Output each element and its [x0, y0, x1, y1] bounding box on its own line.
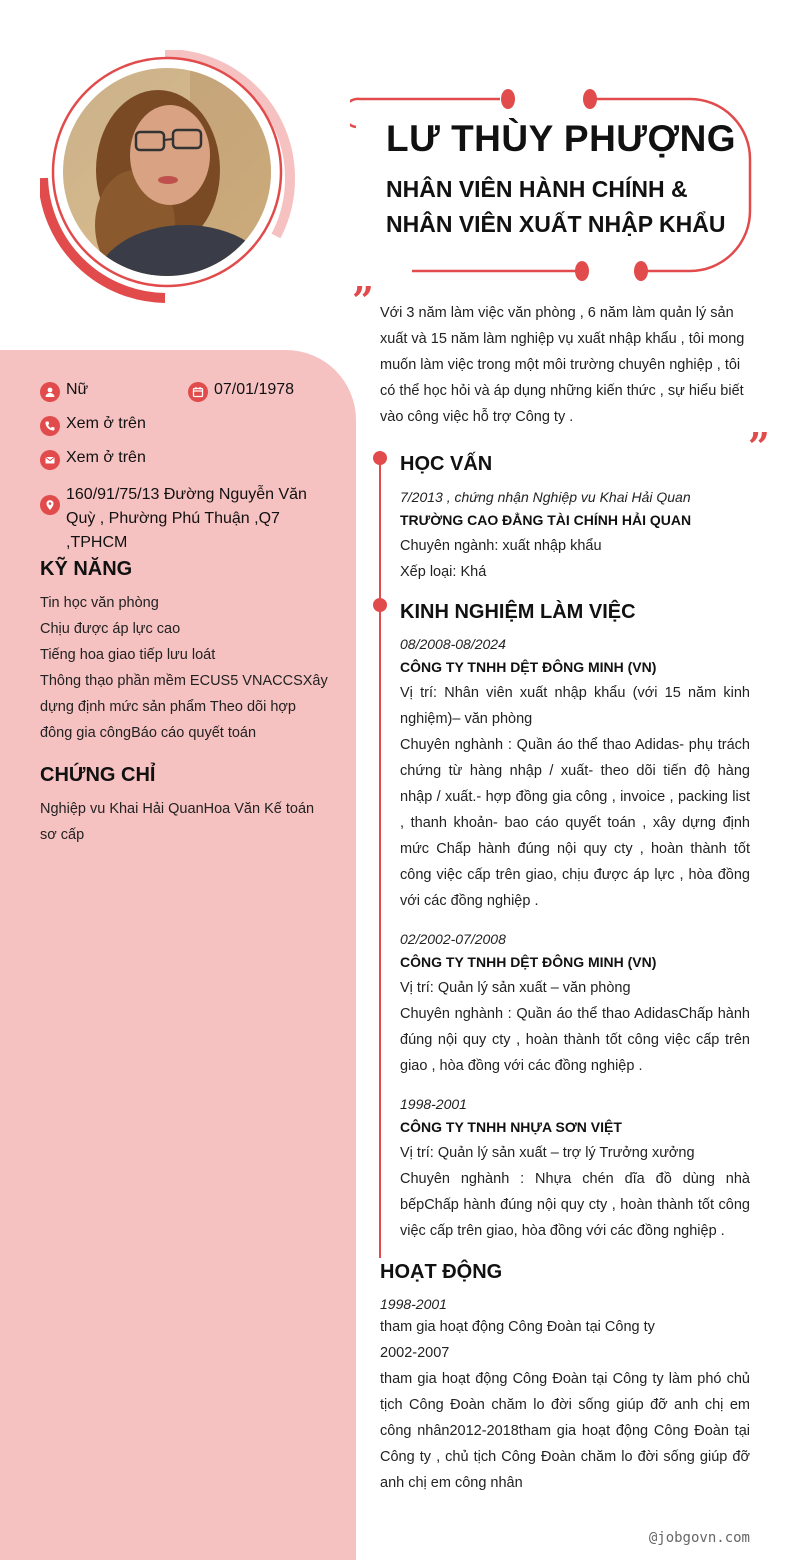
quote-close-icon: ”	[748, 424, 770, 469]
skills-heading: KỸ NĂNG	[40, 558, 133, 580]
job-entry	[400, 1094, 750, 1244]
experience-heading: KINH NGHIỆM LÀM VIỆC	[400, 601, 636, 623]
address-row	[40, 483, 340, 555]
timeline-dot	[373, 598, 387, 612]
skill-item: Tin học văn phòng	[40, 595, 159, 611]
activity-text: tham gia hoạt động Công Đoàn tại Công ty làm phó chủ tịch Công Đoàn chăm lo đời sống giúp đỡ anh chị em công nhân2012-2018tham gia hoạt động Công Đoàn tại Công ty , chủ tịch Công Đoàn chăm lo đời sống giúp đỡ anh chị em công nhân	[380, 1371, 750, 1491]
job-date: 02/2002-07/2008	[400, 931, 506, 947]
activity-date: 2002-2007	[380, 1345, 450, 1361]
activity-date: 1998-2001	[380, 1296, 447, 1312]
education-school: TRƯỜNG CAO ĐẲNG TÀI CHÍNH HẢI QUAN	[400, 512, 692, 528]
timeline-line	[379, 458, 381, 1258]
address-value: 160/91/75/13 Đường Nguyễn Văn Quỳ , Phường Phú Thuận ,Q7 ,TPHCM	[66, 486, 307, 551]
job-position: Vị trí: Quản lý sản xuất – trợ lý Trưởng xưởng	[400, 1145, 695, 1161]
avatar-rings	[40, 50, 300, 310]
avatar	[40, 50, 300, 310]
job-title-line-2: NHÂN VIÊN XUẤT NHẬP KHẨU	[386, 211, 726, 237]
timeline-dot	[373, 451, 387, 465]
email-row	[40, 449, 146, 470]
job-company: CÔNG TY TNHH NHỰA SƠN VIỆT	[400, 1119, 622, 1135]
phone-row	[40, 415, 146, 436]
job-date: 1998-2001	[400, 1096, 467, 1112]
job-date: 08/2008-08/2024	[400, 636, 506, 652]
skill-item: Thông thạo phần mềm ECUS5 VNACCSXây dựng định mức sản phẩm Theo dõi hợp đông gia côngBáo cáo quyết toán	[40, 673, 328, 741]
job-entry	[400, 929, 750, 1079]
birthday-value: 07/01/1978	[214, 381, 295, 398]
gender-value: Nữ	[66, 381, 89, 398]
education-date: 7/2013 , chứng nhận Nghiệp vu Khai Hải Quan	[400, 489, 691, 505]
education-block	[400, 487, 750, 585]
gender-row	[40, 381, 88, 402]
calendar-icon	[188, 382, 208, 402]
footer-watermark: @jobgovn.com	[648, 1530, 750, 1546]
education-grade: Xếp loại: Khá	[400, 564, 487, 580]
job-company: CÔNG TY TNHH DỆT ĐÔNG MINH (VN)	[400, 954, 657, 970]
job-position: Vị trí: Quản lý sản xuất – văn phòng	[400, 980, 631, 996]
job-position: Vị trí: Nhân viên xuất nhập khẩu (với 15 năm kinh nghiệm)– văn phòng	[400, 685, 750, 727]
education-heading: HỌC VẤN	[400, 453, 493, 475]
quote-open-icon: ”	[352, 278, 374, 323]
job-description: Chuyên nghành : Nhựa chén dĩa đồ dùng nhà bếpChấp hành đúng nội quy cty , hoàn thành tốt công việc cấp trên giao, hòa đồng với các đồng nghiệp .	[400, 1171, 750, 1239]
certificates-text: Nghiệp vu Khai Hải QuanHoa Văn Kế toán sơ cấp	[40, 801, 315, 843]
candidate-name: LƯ THÙY PHƯỢNG	[386, 118, 737, 159]
activities-heading: HOẠT ĐỘNG	[380, 1261, 503, 1283]
skill-item: Chịu được áp lực cao	[40, 621, 181, 637]
person-icon	[40, 382, 60, 402]
activity-text: tham gia hoạt động Công Đoàn tại Công ty	[380, 1319, 655, 1335]
phone-icon	[40, 416, 60, 436]
phone-value: Xem ở trên	[66, 415, 146, 432]
email-value: Xem ở trên	[66, 449, 146, 466]
birthday-row	[188, 381, 294, 402]
education-major: Chuyên ngành: xuất nhập khẩu	[400, 538, 602, 554]
job-description: Chuyên nghành : Quần áo thể thao AdidasChấp hành đúng nội quy cty , hoàn thành tốt công việc cấp trên giao , hòa đồng với các đồng nghiệp .	[400, 1006, 750, 1074]
mail-icon	[40, 450, 60, 470]
location-icon	[40, 495, 60, 515]
activities-block	[380, 1294, 750, 1496]
certificates-heading: CHỨNG CHỈ	[40, 764, 156, 786]
job-description: Chuyên nghành : Quần áo thể thao Adidas- phụ trách chứng từ hàng nhập / xuất- theo dõi tiến độ hàng nhập / xuất.- hợp đồng gia công , invoice , packing list , thanh khoản- bao cáo quyết toán , xây dựng định mức Chấp hành đúng nội quy cty , hoàn thành tốt công việc cấp trên giao, chịu được áp lực , hòa đồng với các đồng nghiệp .	[400, 737, 750, 909]
job-entry	[400, 634, 750, 914]
job-title-line-1: NHÂN VIÊN HÀNH CHÍNH &	[386, 176, 688, 202]
skills-list	[40, 590, 330, 746]
skill-item: Tiếng hoa giao tiếp lưu loát	[40, 647, 216, 663]
job-company: CÔNG TY TNHH DỆT ĐÔNG MINH (VN)	[400, 659, 657, 675]
career-objective: Với 3 năm làm việc văn phòng , 6 năm làm quản lý sản xuất và 15 năm làm nghiệp vụ xuất nhập khẩu , tôi mong muốn làm việc trong một môi trường chuyên nghiệp , tôi có thể học hỏi và áp dụng những kiến thức , sự hiểu biết vào công việc hỗ trợ Công ty .	[380, 305, 745, 425]
